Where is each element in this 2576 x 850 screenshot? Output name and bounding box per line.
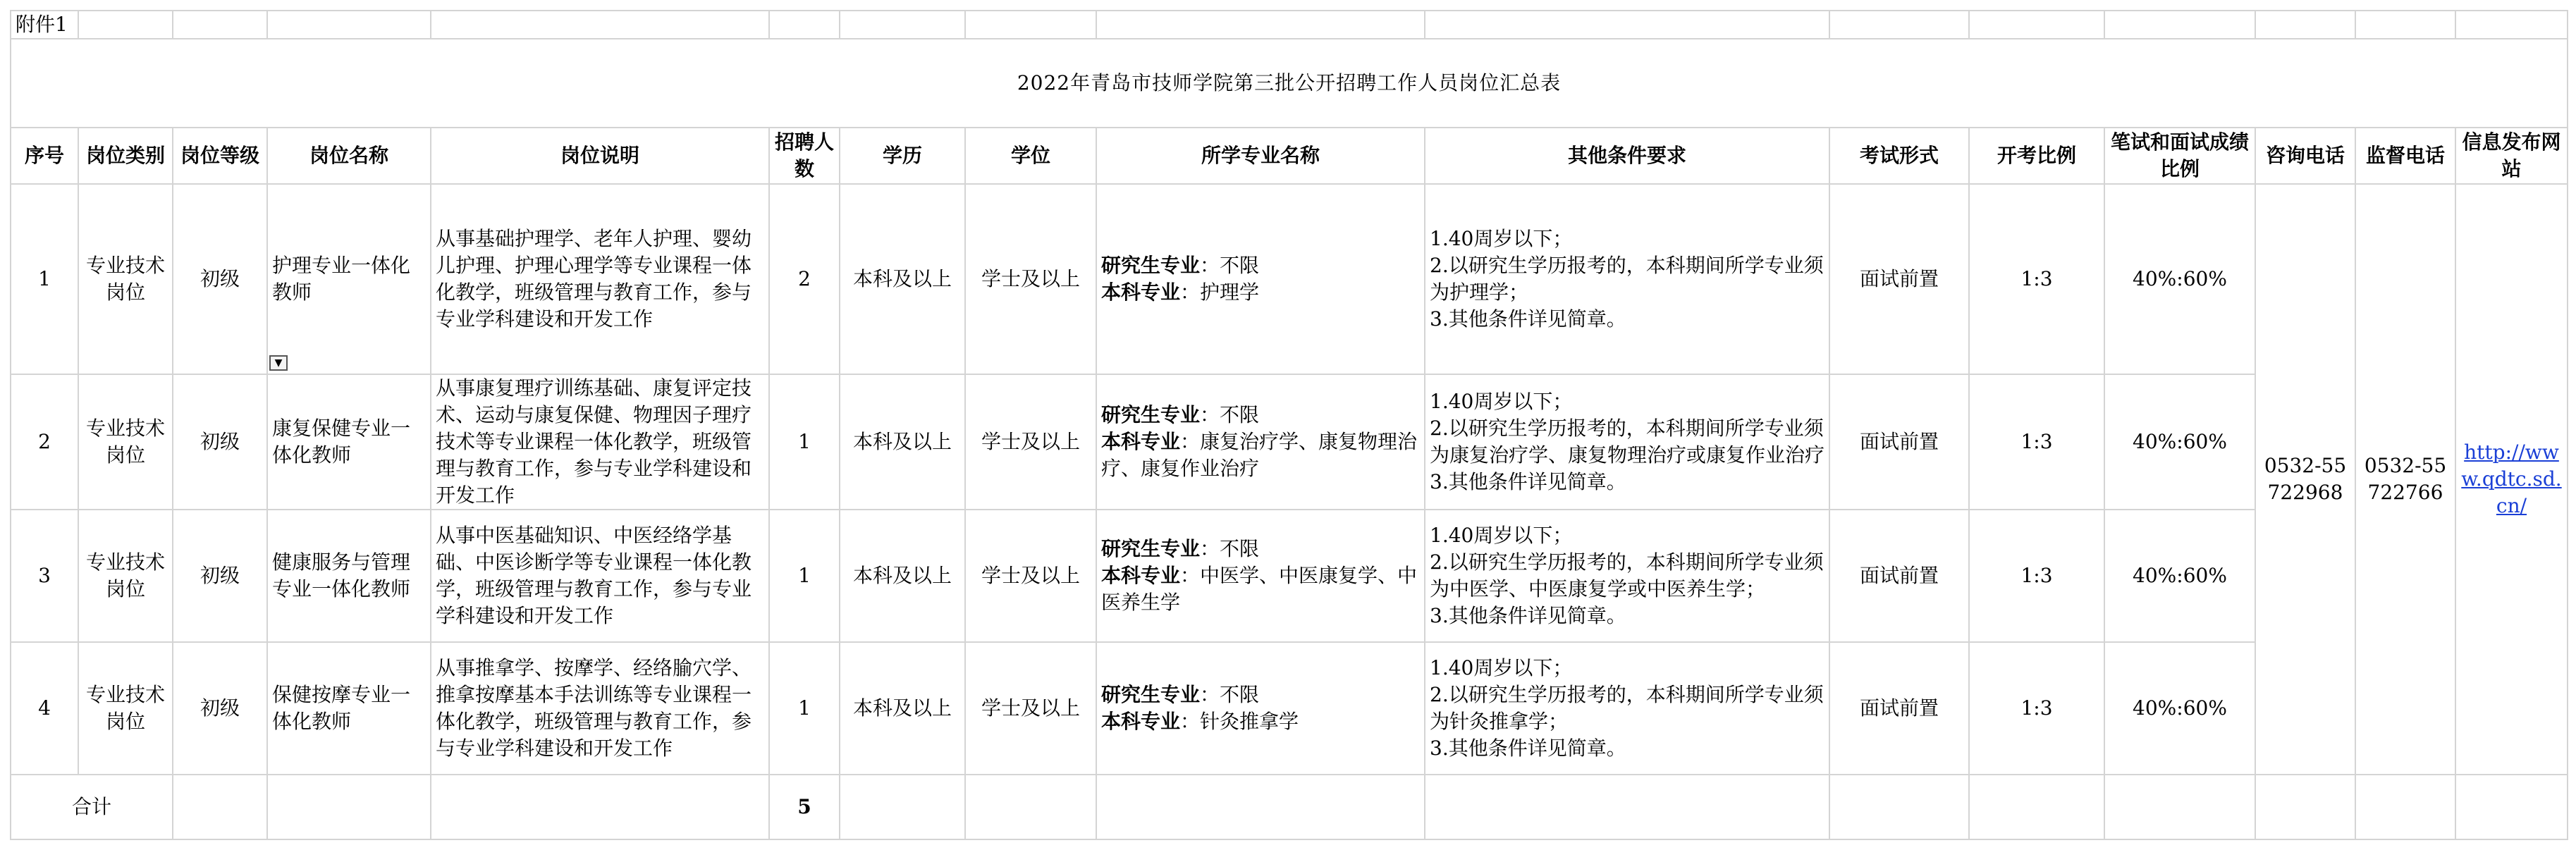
header-degree[interactable]: 学位 — [965, 128, 1096, 184]
cell-name[interactable] — [267, 184, 431, 374]
other-line: 1.40周岁以下； — [1430, 227, 1573, 250]
cell-ratio[interactable]: 1:3 — [1969, 374, 2104, 510]
major-grad-label: 研究生专业 — [1101, 403, 1201, 426]
empty-cell[interactable] — [1425, 775, 1829, 839]
table-row — [11, 374, 2568, 510]
cell-type[interactable]: 专业技术岗位 — [78, 184, 173, 374]
cell-other[interactable] — [1425, 642, 1829, 775]
cell-exam[interactable]: 面试前置 — [1829, 184, 1969, 374]
cell-name-text: 护理专业一体化教师 — [272, 254, 411, 304]
cell-edu[interactable]: 本科及以上 — [840, 374, 965, 510]
empty-cell[interactable] — [78, 11, 173, 39]
empty-cell[interactable] — [1425, 11, 1829, 39]
empty-cell[interactable] — [1969, 775, 2104, 839]
empty-cell[interactable] — [2455, 11, 2568, 39]
cell-ratio[interactable]: 1:3 — [1969, 510, 2104, 642]
cell-seq[interactable]: 4 — [11, 642, 78, 775]
cell-score[interactable]: 40%:60% — [2104, 184, 2255, 374]
cell-name[interactable]: 健康服务与管理专业一体化教师 — [267, 510, 431, 642]
major-ug-value: ：中医学、中医康复学、中医养生学 — [1101, 564, 1418, 614]
cell-edu[interactable]: 本科及以上 — [840, 184, 965, 374]
cell-count[interactable]: 2 — [769, 184, 840, 374]
cell-edu[interactable]: 本科及以上 — [840, 642, 965, 775]
cell-level[interactable]: 初级 — [173, 642, 267, 775]
cell-count[interactable]: 1 — [769, 510, 840, 642]
cell-count[interactable]: 1 — [769, 374, 840, 510]
cell-exam[interactable]: 面试前置 — [1829, 374, 1969, 510]
major-ug-label: 本科专业 — [1101, 430, 1181, 453]
empty-cell[interactable] — [2355, 11, 2455, 39]
cell-name[interactable]: 康复保健专业一体化教师 — [267, 374, 431, 510]
major-ug-label: 本科专业 — [1101, 564, 1181, 587]
cell-degree[interactable]: 学士及以上 — [965, 184, 1096, 374]
cell-type[interactable]: 专业技术岗位 — [78, 374, 173, 510]
other-line: 1.40周岁以下； — [1430, 390, 1573, 413]
cell-phone[interactable] — [2255, 184, 2355, 775]
cell-other[interactable] — [1425, 510, 1829, 642]
other-line: 2.以研究生学历报考的，本科期间所学专业须为康复治疗学、康复物理治疗或康复作业治疗 — [1430, 417, 1825, 467]
empty-cell[interactable] — [173, 775, 267, 839]
header-major[interactable]: 所学专业名称 — [1096, 128, 1425, 184]
empty-cell[interactable] — [840, 775, 965, 839]
header-ratio[interactable]: 开考比例 — [1969, 128, 2104, 184]
header-edu[interactable]: 学历 — [840, 128, 965, 184]
cell-other[interactable] — [1425, 374, 1829, 510]
cell-major[interactable] — [1096, 184, 1425, 374]
other-line: 3.其他条件详见简章。 — [1430, 737, 1626, 760]
empty-cell[interactable] — [1096, 775, 1425, 839]
table-row — [11, 510, 2568, 642]
empty-cell[interactable] — [173, 11, 267, 39]
supervise-value: 0532-55722766 — [2364, 454, 2447, 504]
cell-name[interactable]: 保健按摩专业一体化教师 — [267, 642, 431, 775]
cell-type[interactable]: 专业技术岗位 — [78, 642, 173, 775]
header-other[interactable]: 其他条件要求 — [1425, 128, 1829, 184]
header-phone[interactable]: 咨询电话 — [2255, 128, 2355, 184]
cell-degree[interactable]: 学士及以上 — [965, 374, 1096, 510]
empty-cell[interactable] — [1829, 11, 1969, 39]
empty-cell[interactable] — [1969, 11, 2104, 39]
cell-count[interactable]: 1 — [769, 642, 840, 775]
major-ug-label: 本科专业 — [1101, 710, 1181, 733]
major-ug-label: 本科专业 — [1101, 281, 1181, 304]
header-type[interactable]: 岗位类别 — [78, 128, 173, 184]
cell-supervise[interactable] — [2355, 184, 2455, 775]
cell-score[interactable]: 40%:60% — [2104, 642, 2255, 775]
cell-major[interactable] — [1096, 642, 1425, 775]
cell-seq[interactable]: 1 — [11, 184, 78, 374]
other-line: 1.40周岁以下； — [1430, 656, 1573, 679]
cell-edu[interactable]: 本科及以上 — [840, 510, 965, 642]
cell-desc[interactable]: 从事康复理疗训练基础、康复评定技术、运动与康复保健、物理因子理疗技术等专业课程一体化教学，班级管理与教育工作，参与专业学科建设和开发工作 — [431, 374, 769, 510]
empty-cell[interactable] — [431, 11, 769, 39]
other-line: 1.40周岁以下； — [1430, 524, 1573, 547]
other-line: 2.以研究生学历报考的，本科期间所学专业须为针灸推拿学； — [1430, 683, 1824, 733]
empty-cell[interactable] — [267, 11, 431, 39]
cell-degree[interactable]: 学士及以上 — [965, 510, 1096, 642]
major-grad-value: ：不限 — [1200, 254, 1260, 277]
table-row — [11, 642, 2568, 775]
total-label[interactable]: 合计 — [11, 775, 173, 839]
header-count[interactable]: 招聘人数 — [769, 128, 840, 184]
empty-cell[interactable] — [840, 11, 965, 39]
empty-cell[interactable] — [769, 11, 840, 39]
total-row — [11, 775, 2568, 839]
site-link[interactable]: http://www.qdtc.sd.cn/ — [2455, 184, 2568, 775]
major-ug-value: ：护理学 — [1180, 281, 1260, 304]
cell-exam[interactable]: 面试前置 — [1829, 642, 1969, 775]
other-line: 2.以研究生学历报考的，本科期间所学专业须为护理学； — [1430, 254, 1824, 304]
header-site[interactable]: 信息发布网站 — [2455, 128, 2568, 184]
cell-exam[interactable]: 面试前置 — [1829, 510, 1969, 642]
header-seq[interactable]: 序号 — [11, 128, 78, 184]
cell-desc[interactable]: 从事中医基础知识、中医经络学基础、中医诊断学等专业课程一体化教学，班级管理与教育工作，参与专业学科建设和开发工作 — [431, 510, 769, 642]
cell-seq[interactable]: 2 — [11, 374, 78, 510]
cell-score[interactable]: 40%:60% — [2104, 510, 2255, 642]
major-grad-label: 研究生专业 — [1101, 537, 1201, 560]
empty-cell[interactable] — [2355, 775, 2455, 839]
cell-major[interactable] — [1096, 374, 1425, 510]
major-grad-label: 研究生专业 — [1101, 683, 1201, 706]
other-line: 3.其他条件详见简章。 — [1430, 307, 1626, 331]
dropdown-arrow-icon[interactable]: ▼ — [269, 355, 288, 371]
cell-score[interactable]: 40%:60% — [2104, 374, 2255, 510]
empty-cell[interactable] — [2255, 775, 2355, 839]
header-score[interactable]: 笔试和面试成绩比例 — [2104, 128, 2255, 184]
header-desc[interactable]: 岗位说明 — [431, 128, 769, 184]
other-line: 3.其他条件详见简章。 — [1430, 604, 1626, 627]
empty-cell[interactable] — [2455, 775, 2568, 839]
page-title[interactable]: 2022年青岛市技师学院第三批公开招聘工作人员岗位汇总表 — [11, 39, 2568, 128]
cell-ratio[interactable]: 1:3 — [1969, 184, 2104, 374]
major-grad-label: 研究生专业 — [1101, 254, 1201, 277]
cell-level[interactable]: 初级 — [173, 184, 267, 374]
major-ug-value: ：针灸推拿学 — [1180, 710, 1299, 733]
cell-seq[interactable]: 3 — [11, 510, 78, 642]
phone-value: 0532-55722968 — [2264, 454, 2347, 504]
attachment-label[interactable]: 附件1 — [11, 11, 78, 39]
empty-cell[interactable] — [1829, 775, 1969, 839]
header-supervise[interactable]: 监督电话 — [2355, 128, 2455, 184]
major-grad-value: ：不限 — [1200, 537, 1260, 560]
header-exam[interactable]: 考试形式 — [1829, 128, 1969, 184]
major-ug-value: ：康复治疗学、康复物理治疗、康复作业治疗 — [1101, 430, 1418, 480]
recruitment-table — [10, 10, 2568, 840]
cell-level[interactable]: 初级 — [173, 510, 267, 642]
major-grad-value: ：不限 — [1200, 683, 1260, 706]
cell-level[interactable]: 初级 — [173, 374, 267, 510]
empty-cell[interactable] — [965, 11, 1096, 39]
empty-cell[interactable] — [431, 775, 769, 839]
cell-desc[interactable]: 从事推拿学、按摩学、经络腧穴学、推拿按摩基本手法训练等专业课程一体化教学，班级管理与教育工作，参与专业学科建设和开发工作 — [431, 642, 769, 775]
empty-cell[interactable] — [2104, 775, 2255, 839]
empty-cell[interactable] — [1096, 11, 1425, 39]
cell-type[interactable]: 专业技术岗位 — [78, 510, 173, 642]
other-line: 2.以研究生学历报考的，本科期间所学专业须为中医学、中医康复学或中医养生学； — [1430, 550, 1824, 600]
empty-cell[interactable] — [267, 775, 431, 839]
cell-degree[interactable]: 学士及以上 — [965, 642, 1096, 775]
cell-major[interactable] — [1096, 510, 1425, 642]
empty-cell[interactable] — [2255, 11, 2355, 39]
cell-ratio[interactable]: 1:3 — [1969, 642, 2104, 775]
table-row — [11, 184, 2568, 374]
empty-cell[interactable] — [2104, 11, 2255, 39]
header-name[interactable]: 岗位名称 — [267, 128, 431, 184]
header-level[interactable]: 岗位等级 — [173, 128, 267, 184]
cell-desc[interactable]: 从事基础护理学、老年人护理、婴幼儿护理、护理心理学等专业课程一体化教学，班级管理与教育工作，参与专业学科建设和开发工作 — [431, 184, 769, 374]
empty-cell[interactable] — [965, 775, 1096, 839]
total-count[interactable]: 5 — [769, 775, 840, 839]
cell-other[interactable] — [1425, 184, 1829, 374]
major-grad-value: ：不限 — [1200, 403, 1260, 426]
other-line: 3.其他条件详见简章。 — [1430, 470, 1626, 493]
